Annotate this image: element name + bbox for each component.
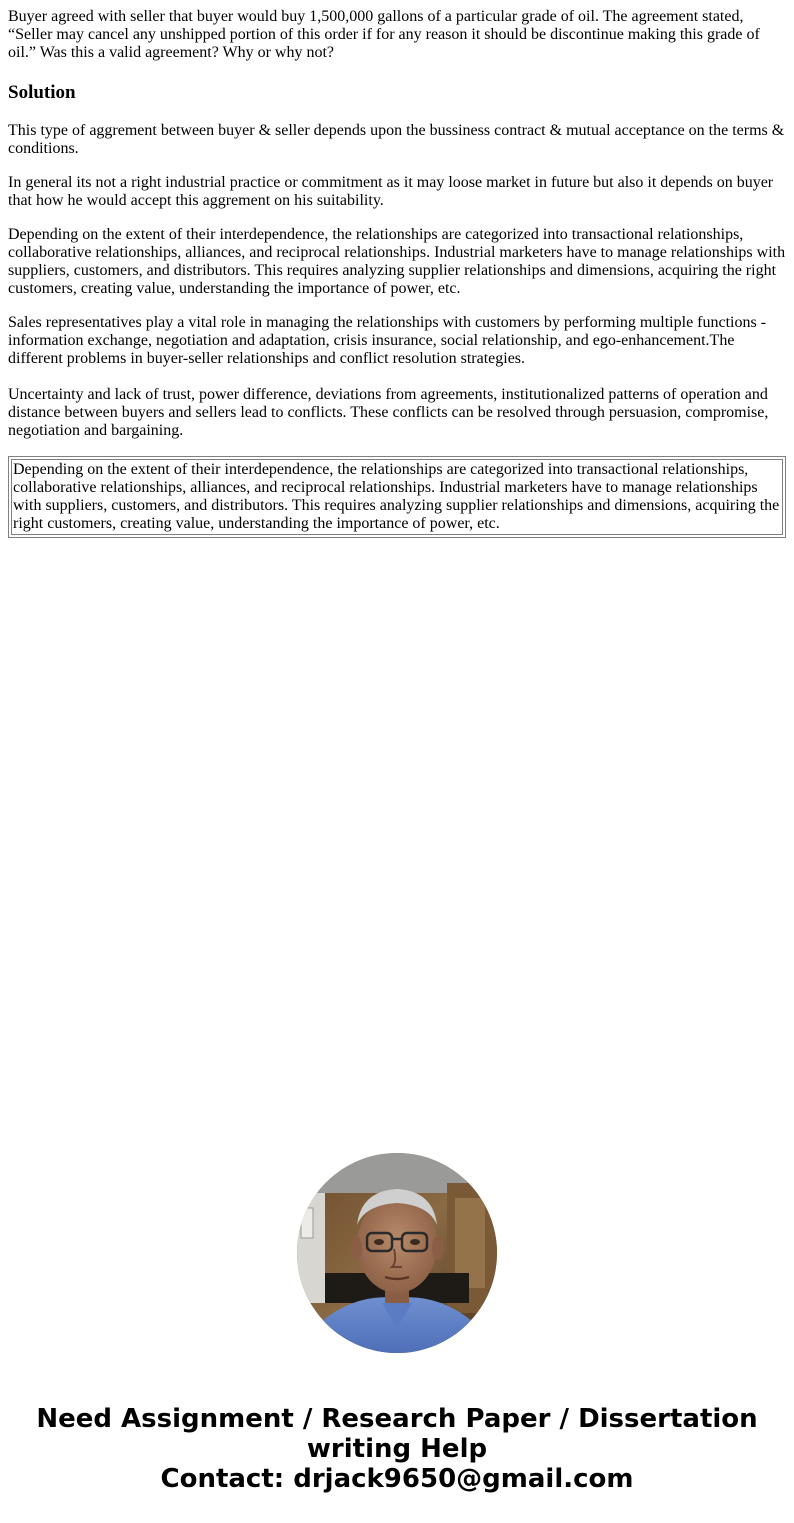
boxed-table — [8, 456, 786, 538]
author-photo-icon — [297, 1153, 497, 1353]
question-text: Buyer agreed with seller that buyer would buy 1,500,000 gallons of a particular grade of oil. The agreement stated, “Seller may cancel any unshipped portion of this order if for any reason it should be discontinue making this grade of oil.” Was this a valid agreement? Why or why not? — [8, 8, 760, 61]
solution-paragraph: Depending on the extent of their interdependence, the relationships are categorized into transactional relationships, collaborative relationships, alliances, and reciprocal relationships. Industrial marketers have to manage relationships with suppliers, customers, and distributors. This requires analyzing supplier relationships and dimensions, acquiring the right customers, creating value, understanding the importance of power, etc. — [8, 226, 786, 297]
solution-paragraph: This type of aggrement between buyer & seller depends upon the bussiness contract & mutual acceptance on the terms & conditions. — [8, 122, 785, 157]
document-body — [8, 8, 786, 538]
boxed-cell: Depending on the extent of their interdependence, the relationships are categorized into transactional relationships, collaborative relationships, alliances, and reciprocal relationships. Industrial marketers have to manage relationships with suppliers, customers, and distributors. This requires analyzing supplier relationships and dimensions, acquiring the right customers, creating value, understanding the importance of power, etc. — [11, 459, 783, 535]
solution-paragraph: Sales representatives play a vital role in managing the relationships with customers by performing multiple functions - information exchange, negotiation and adaptation, crisis insurance, social relationship, and ego-enhancement.The different problems in buyer-seller relationships and conflict resolution strategies. — [8, 314, 767, 367]
promo-line: Need Assignment / Research Paper / Dissertation — [36, 1404, 758, 1434]
solution-paragraph: Uncertainty and lack of trust, power difference, deviations from agreements, institutionalized patterns of operation and distance between buyers and sellers lead to conflicts. These conflicts can be resolved through persuasion, compromise, negotiation and bargaining. — [8, 386, 769, 439]
author-photo — [297, 1153, 497, 1353]
solution-paragraph: In general its not a right industrial practice or commitment as it may loose market in future but also it depends on buyer that how he would accept this aggrement on his suitability. — [8, 174, 774, 209]
promo-contact: Contact: drjack9650@gmail.com — [160, 1464, 634, 1494]
promo-line: writing Help — [306, 1434, 488, 1464]
promo-banner — [0, 1404, 794, 1494]
solution-heading: Solution — [8, 82, 76, 103]
